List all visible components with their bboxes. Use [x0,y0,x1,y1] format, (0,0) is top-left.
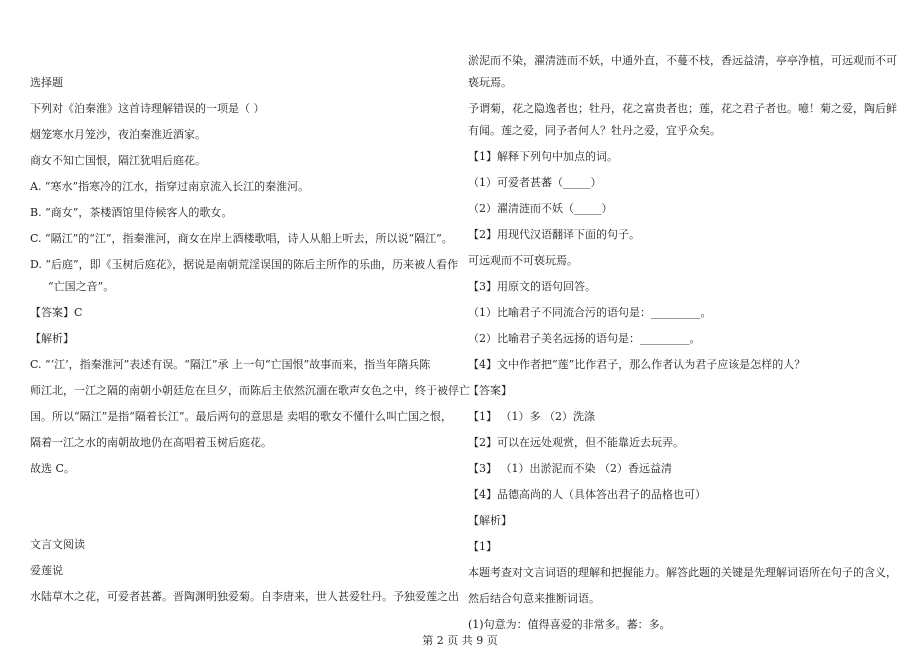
analysis-text: C. “‘江’，指秦淮河”表述有误。“隔江”承 上一句“亡国恨”故事而来，指当年隋兵陈 [30,358,431,371]
option-a: A. “寒水”指寒冷的江水，指穿过南京流入长江的秦淮河。 [30,180,310,193]
passage-text: 水陆草木之花，可爱者甚蕃。晋陶渊明独爱菊。自李唐来，世人甚爱牡丹。予独爱莲之出 [30,590,459,603]
analysis-text: 师江北，一江之隔的南朝小朝廷危在旦夕，而陈后主依然沉湎在歌声女色之中，终于被俘亡 [30,384,470,397]
answer-item: 【1】 （1）多 （2）洗涤 [468,410,595,423]
poem-line: 烟笼寒水月笼沙，夜泊秦淮近酒家。 [30,128,206,141]
poem-line: 商女不知亡国恨，隔江犹唱后庭花。 [30,154,206,167]
answer-item: 【2】可以在远处观赏，但不能靠近去玩弄。 [468,436,684,449]
analysis-label: 【解析】 [468,514,512,527]
option-b: B. “商女”，茶楼酒馆里侍候客人的歌女。 [30,206,233,219]
subquestion-item: （1）比喻君子不同流合污的语句是：_________。 [468,306,712,319]
conclusion: 故选 C。 [30,462,75,475]
answer-label: 【答案】 [468,384,512,397]
page-number: 第 2 页 共 9 页 [422,634,498,647]
analysis-text: 本题考查对文言词语的理解和把握能力。解答此题的关键是先理解词语所在句子的含义， [468,566,897,579]
subquestion: 【3】用原文的语句回答。 [468,280,596,293]
subquestion: 【1】解释下列句中加点的词。 [468,150,618,163]
passage-text: 予谓菊，花之隐逸者也；牡丹，花之富贵者也；莲，花之君子者也。噫！菊之爱，陶后鲜 [468,102,897,115]
subquestion: 【4】文中作者把“莲”比作君子，那么作者认为君子应该是怎样的人？ [468,358,806,371]
answer-item: 【4】品德高尚的人（具体答出君子的品格也可） [468,488,706,501]
passage-text: 有闻。莲之爱，同予者何人？牡丹之爱，宜乎众矣。 [468,124,721,137]
analysis-text: 然后结合句意来推断词语。 [468,592,600,605]
section-heading: 文言文阅读 [30,538,85,551]
analysis-text: 隔着一江之水的南朝故地仍在高唱着玉树后庭花。 [30,436,272,449]
answer-item: 【3】 （1）出淤泥而不染 （2）香远益清 [468,462,672,475]
passage-text: 淤泥而不染，濯清涟而不妖，中通外直，不蔓不枝，香远益清，亭亭净植，可远观而不可 [468,54,897,67]
subquestion-item: （1）可爱者甚蕃（_____） [468,176,602,189]
passage-text: 亵玩焉。 [468,76,512,89]
analysis-text: 国。所以“隔江”是指“隔着长江”。最后两句的意思是 卖唱的歌女不懂什么叫亡国之恨， [30,410,452,423]
option-d: D. “后庭”，即《玉树后庭花》，据说是南朝荒淫误国的陈后主所作的乐曲，历来被人看作 [30,258,459,271]
analysis-sub: 【1】 [468,540,497,553]
subquestion-item: （2）濯清涟而不妖（_____） [468,202,613,215]
analysis-text: (1)句意为：值得喜爱的非常多。蕃：多。 [468,618,671,631]
section-heading: 选择题 [30,76,63,89]
subquestion-item: （2）比喻君子美名远扬的语句是：_________。 [468,332,701,345]
subquestion: 【2】用现代汉语翻译下面的句子。 [468,228,640,241]
option-d-cont: “亡国之音”。 [48,280,115,293]
option-c: C. “隔江”的“江”，指秦淮河，商女在岸上酒楼歌唱，诗人从船上听去，所以说“隔江”。 [30,232,453,245]
analysis-label: 【解析】 [30,332,74,345]
subquestion-item: 可远观而不可亵玩焉。 [468,254,578,267]
passage-title: 爱莲说 [30,564,63,577]
question-stem: 下列对《泊秦淮》这首诗理解错误的一项是（ ） [30,102,265,115]
answer-label: 【答案】C [30,306,83,319]
